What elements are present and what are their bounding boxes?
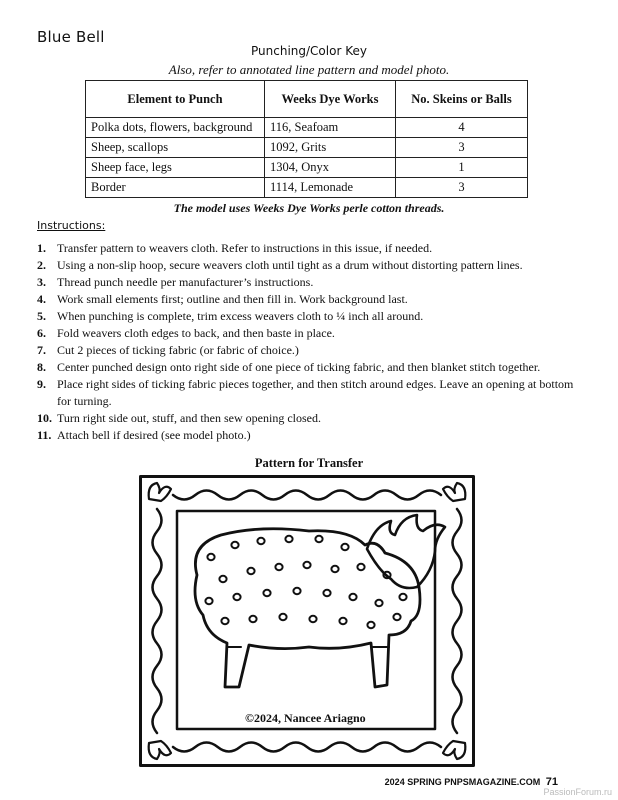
table-cell: 1114, Lemonade (265, 178, 396, 198)
polka-dot (339, 618, 346, 624)
polka-dot (219, 576, 226, 582)
polka-dot (207, 554, 214, 560)
table-note: The model uses Weeks Dye Works perle cotton threads. (173, 201, 445, 215)
polka-dot (231, 542, 238, 548)
table-cell: 116, Seafoam (265, 118, 396, 138)
step-number: 2. (37, 258, 46, 272)
list-item (37, 427, 587, 444)
table-cell: Border (86, 178, 265, 198)
flower-icon (149, 483, 171, 501)
polka-dot (233, 594, 240, 600)
list-item (37, 274, 587, 291)
copyright: ©2024, Nancee Ariagno (245, 711, 366, 725)
instructions-heading: Instructions: (37, 219, 106, 232)
table-row (86, 118, 528, 138)
polka-dot (357, 564, 364, 570)
list-item (37, 240, 587, 257)
instructions-list (37, 240, 587, 444)
list-item (37, 291, 587, 308)
table-cell: Polka dots, flowers, background (86, 118, 265, 138)
page-footer (385, 776, 558, 788)
scallop-border-top (173, 491, 441, 500)
polka-dot (275, 564, 282, 570)
step-number: 7. (37, 343, 46, 357)
polka-dot (285, 536, 292, 542)
step-number: 6. (37, 326, 46, 340)
polka-dot (315, 536, 322, 542)
list-item (37, 359, 587, 376)
polka-dots (205, 536, 406, 628)
column-header: Element to Punch (86, 81, 265, 118)
polka-dot (349, 594, 356, 600)
page-title: Blue Bell (37, 28, 105, 46)
table-row (86, 158, 528, 178)
step-text: Work small elements first; outline and then fill in. Work background last. (57, 292, 408, 306)
step-number: 3. (37, 275, 46, 289)
list-item (37, 308, 587, 325)
polka-dot (249, 616, 256, 622)
list-item (37, 342, 587, 359)
list-item (37, 257, 587, 274)
table-cell: 3 (396, 138, 528, 158)
table-row (86, 178, 528, 198)
scallop-border-left (153, 509, 162, 733)
flower-icon (443, 741, 465, 759)
site-label: PNPSMAGAZINE.COM (444, 777, 541, 787)
table-cell: 4 (396, 118, 528, 138)
step-text: Place right sides of ticking fabric pieces together, and then stitch around edges. Leave an opening at bottom for turning. (57, 377, 574, 408)
table-row (86, 138, 528, 158)
polka-dot (375, 600, 382, 606)
list-item (37, 376, 587, 410)
step-number: 9. (37, 377, 46, 391)
table-header-row (86, 81, 528, 118)
flower-icon (443, 483, 465, 501)
table-cell: 3 (396, 178, 528, 198)
list-item (37, 410, 587, 427)
pattern-title: Pattern for Transfer (254, 456, 364, 470)
key-title: Punching/Color Key (251, 44, 367, 58)
polka-dot (309, 616, 316, 622)
key-subtitle: Also, refer to annotated line pattern and model photo. (168, 62, 450, 77)
polka-dot (221, 618, 228, 624)
step-number: 1. (37, 241, 46, 255)
sheep-face (367, 515, 445, 588)
table-cell: Sheep, scallops (86, 138, 265, 158)
table-cell: 1092, Grits (265, 138, 396, 158)
color-key-table (85, 80, 528, 198)
sheep-body (195, 529, 420, 687)
table-cell: Sheep face, legs (86, 158, 265, 178)
list-item (37, 325, 587, 342)
scallop-border-right (453, 509, 462, 733)
page-number: 71 (545, 776, 558, 788)
polka-dot (293, 588, 300, 594)
scallop-border-bottom (173, 743, 441, 752)
polka-dot (341, 544, 348, 550)
step-text: Attach bell if desired (see model photo.) (57, 428, 251, 442)
polka-dot (279, 614, 286, 620)
issue-label: 2024 SPRING (384, 777, 442, 787)
polka-dot (393, 614, 400, 620)
step-number: 4. (37, 292, 46, 306)
flower-icon (149, 741, 171, 759)
column-header: No. Skeins or Balls (396, 81, 528, 118)
polka-dot (263, 590, 270, 596)
step-text: Using a non-slip hoop, secure weavers cloth until tight as a drum without distorting pattern lines. (57, 258, 523, 272)
step-text: Cut 2 pieces of ticking fabric (or fabric of choice.) (57, 343, 299, 357)
step-number: 8. (37, 360, 46, 374)
polka-dot (205, 598, 212, 604)
step-text: Thread punch needle per manufacturer’s instructions. (57, 275, 314, 289)
step-text: When punching is complete, trim excess weavers cloth to ¼ inch all around. (57, 309, 424, 323)
polka-dot (399, 594, 406, 600)
polka-dot (331, 566, 338, 572)
watermark: PassionForum.ru (543, 787, 612, 797)
step-number: 11. (37, 428, 52, 442)
step-number: 5. (37, 309, 46, 323)
step-text: Center punched design onto right side of one piece of ticking fabric, and then blanket stitch together. (57, 360, 541, 374)
table-cell: 1304, Onyx (265, 158, 396, 178)
polka-dot (367, 622, 374, 628)
column-header: Weeks Dye Works (265, 81, 396, 118)
polka-dot (323, 590, 330, 596)
step-number: 10. (37, 411, 52, 425)
table-cell: 1 (396, 158, 528, 178)
step-text: Transfer pattern to weavers cloth. Refer to instructions in this issue, if needed. (57, 241, 433, 255)
polka-dot (257, 538, 264, 544)
step-text: Fold weavers cloth edges to back, and then baste in place. (57, 326, 335, 340)
step-text: Turn right side out, stuff, and then sew opening closed. (57, 411, 321, 425)
polka-dot (303, 562, 310, 568)
polka-dot (247, 568, 254, 574)
